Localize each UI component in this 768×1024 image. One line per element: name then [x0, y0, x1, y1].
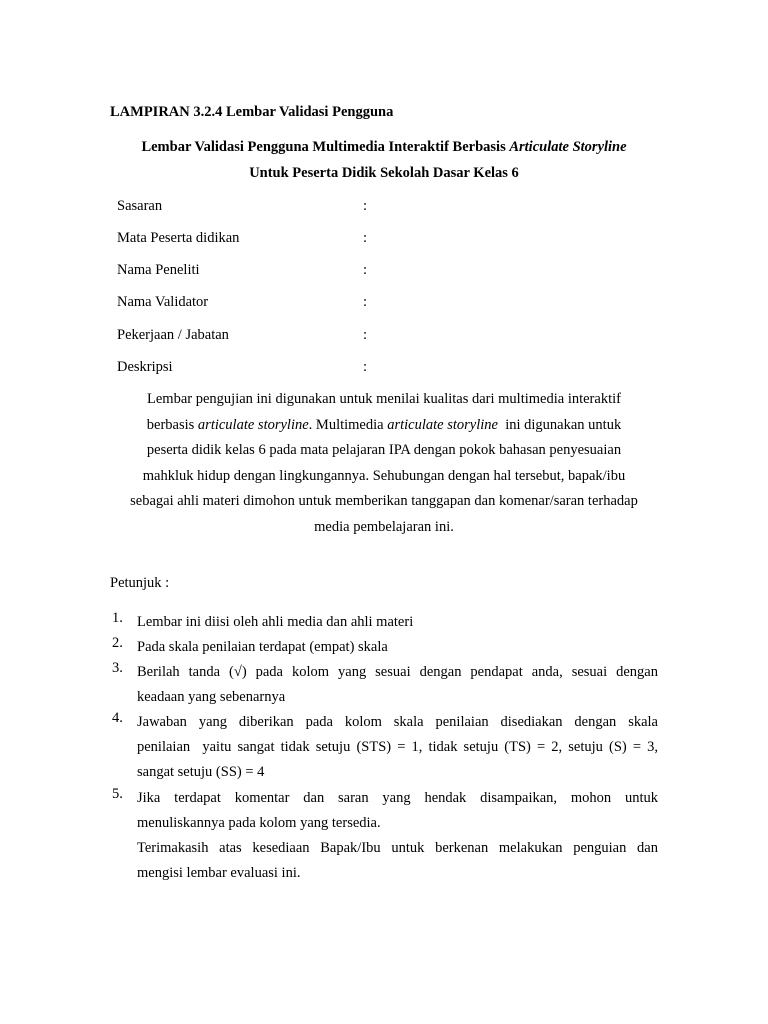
- field-pekerjaan-jabatan: [117, 327, 417, 347]
- form-title-line-1: [0, 139, 768, 156]
- instruction-text: menuliskannya pada kolom yang tersedia.: [137, 815, 381, 831]
- field-nama-validator: [117, 294, 417, 314]
- instruction-number: 5.: [112, 786, 123, 802]
- appendix-heading: LAMPIRAN 3.2.4 Lembar Validasi Pengguna: [110, 104, 394, 120]
- form-title-prefix: Lembar Validasi Pengguna Multimedia Interaktif Berbasis: [141, 139, 506, 155]
- instruction-number: 4.: [112, 710, 123, 726]
- description-paragraph: [110, 387, 658, 540]
- field-colon: :: [363, 262, 368, 278]
- description-line: peserta didik kelas 6 pada mata pelajaran IPA dengan pokok bahasan penyesuaian: [146, 442, 622, 458]
- field-deskripsi: [117, 359, 417, 379]
- field-nama-peneliti: [117, 262, 417, 282]
- instruction-text: Berilah tanda (√) pada kolom yang sesuai dengan pendapat anda, sesuai dengan: [137, 664, 658, 680]
- field-colon: :: [363, 327, 368, 343]
- field-colon: :: [363, 230, 368, 246]
- field-mata-peserta-didikan: [117, 230, 417, 250]
- instruction-text: Lembar ini diisi oleh ahli media dan ahli materi: [137, 614, 414, 630]
- field-label: Deskripsi: [117, 359, 173, 375]
- field-label: Nama Validator: [117, 294, 209, 310]
- instruction-number: 1.: [112, 610, 123, 626]
- instruction-text: sangat setuju (SS) = 4: [137, 764, 265, 780]
- field-label: Nama Peneliti: [117, 262, 200, 278]
- instruction-text: penilaian yaitu sangat tidak setuju (STS) = 1, tidak setuju (TS) = 2, setuju (S) = 3,: [137, 739, 658, 755]
- instruction-text: keadaan yang sebenarnya: [137, 689, 286, 705]
- field-colon: :: [363, 359, 368, 375]
- description-line: mahkluk hidup dengan lingkungannya. Sehubungan dengan hal tersebut, bapak/ibu: [142, 467, 626, 484]
- instruction-text: Jawaban yang diberikan pada kolom skala penilaian disediakan dengan skala: [137, 714, 658, 730]
- field-label: Pekerjaan / Jabatan: [117, 327, 229, 343]
- instruction-text: mengisi lembar evaluasi ini.: [137, 865, 301, 881]
- form-title-line-2: Untuk Peserta Didik Sekolah Dasar Kelas 6: [249, 165, 519, 181]
- field-colon: :: [363, 198, 368, 214]
- field-label: Sasaran: [117, 198, 163, 214]
- form-title-italic: Articulate Storyline: [509, 139, 627, 155]
- instruction-text: Terimakasih atas kesediaan Bapak/Ibu untuk berkenan melakukan penguian dan: [137, 840, 658, 856]
- field-colon: :: [363, 294, 368, 310]
- instructions-label: Petunjuk :: [110, 575, 170, 591]
- instruction-text: Jika terdapat komentar dan saran yang hendak disampaikan, mohon untuk: [137, 790, 658, 806]
- instruction-number: 3.: [112, 660, 123, 676]
- description-line: sebagai ahli materi dimohon untuk memberikan tanggapan dan komenar/saran terhadap: [130, 493, 638, 509]
- description-line: media pembelajaran ini.: [314, 518, 454, 535]
- instruction-text: Pada skala penilaian terdapat (empat) skala: [137, 639, 388, 655]
- field-sasaran: [117, 198, 417, 218]
- instruction-number: 2.: [112, 635, 123, 651]
- field-label: Mata Peserta didikan: [117, 230, 240, 246]
- description-line: berbasis articulate storyline. Multimedia articulate storyline ini digunakan untuk: [146, 416, 622, 433]
- description-line: Lembar pengujian ini digunakan untuk menilai kualitas dari multimedia interaktif: [147, 391, 621, 407]
